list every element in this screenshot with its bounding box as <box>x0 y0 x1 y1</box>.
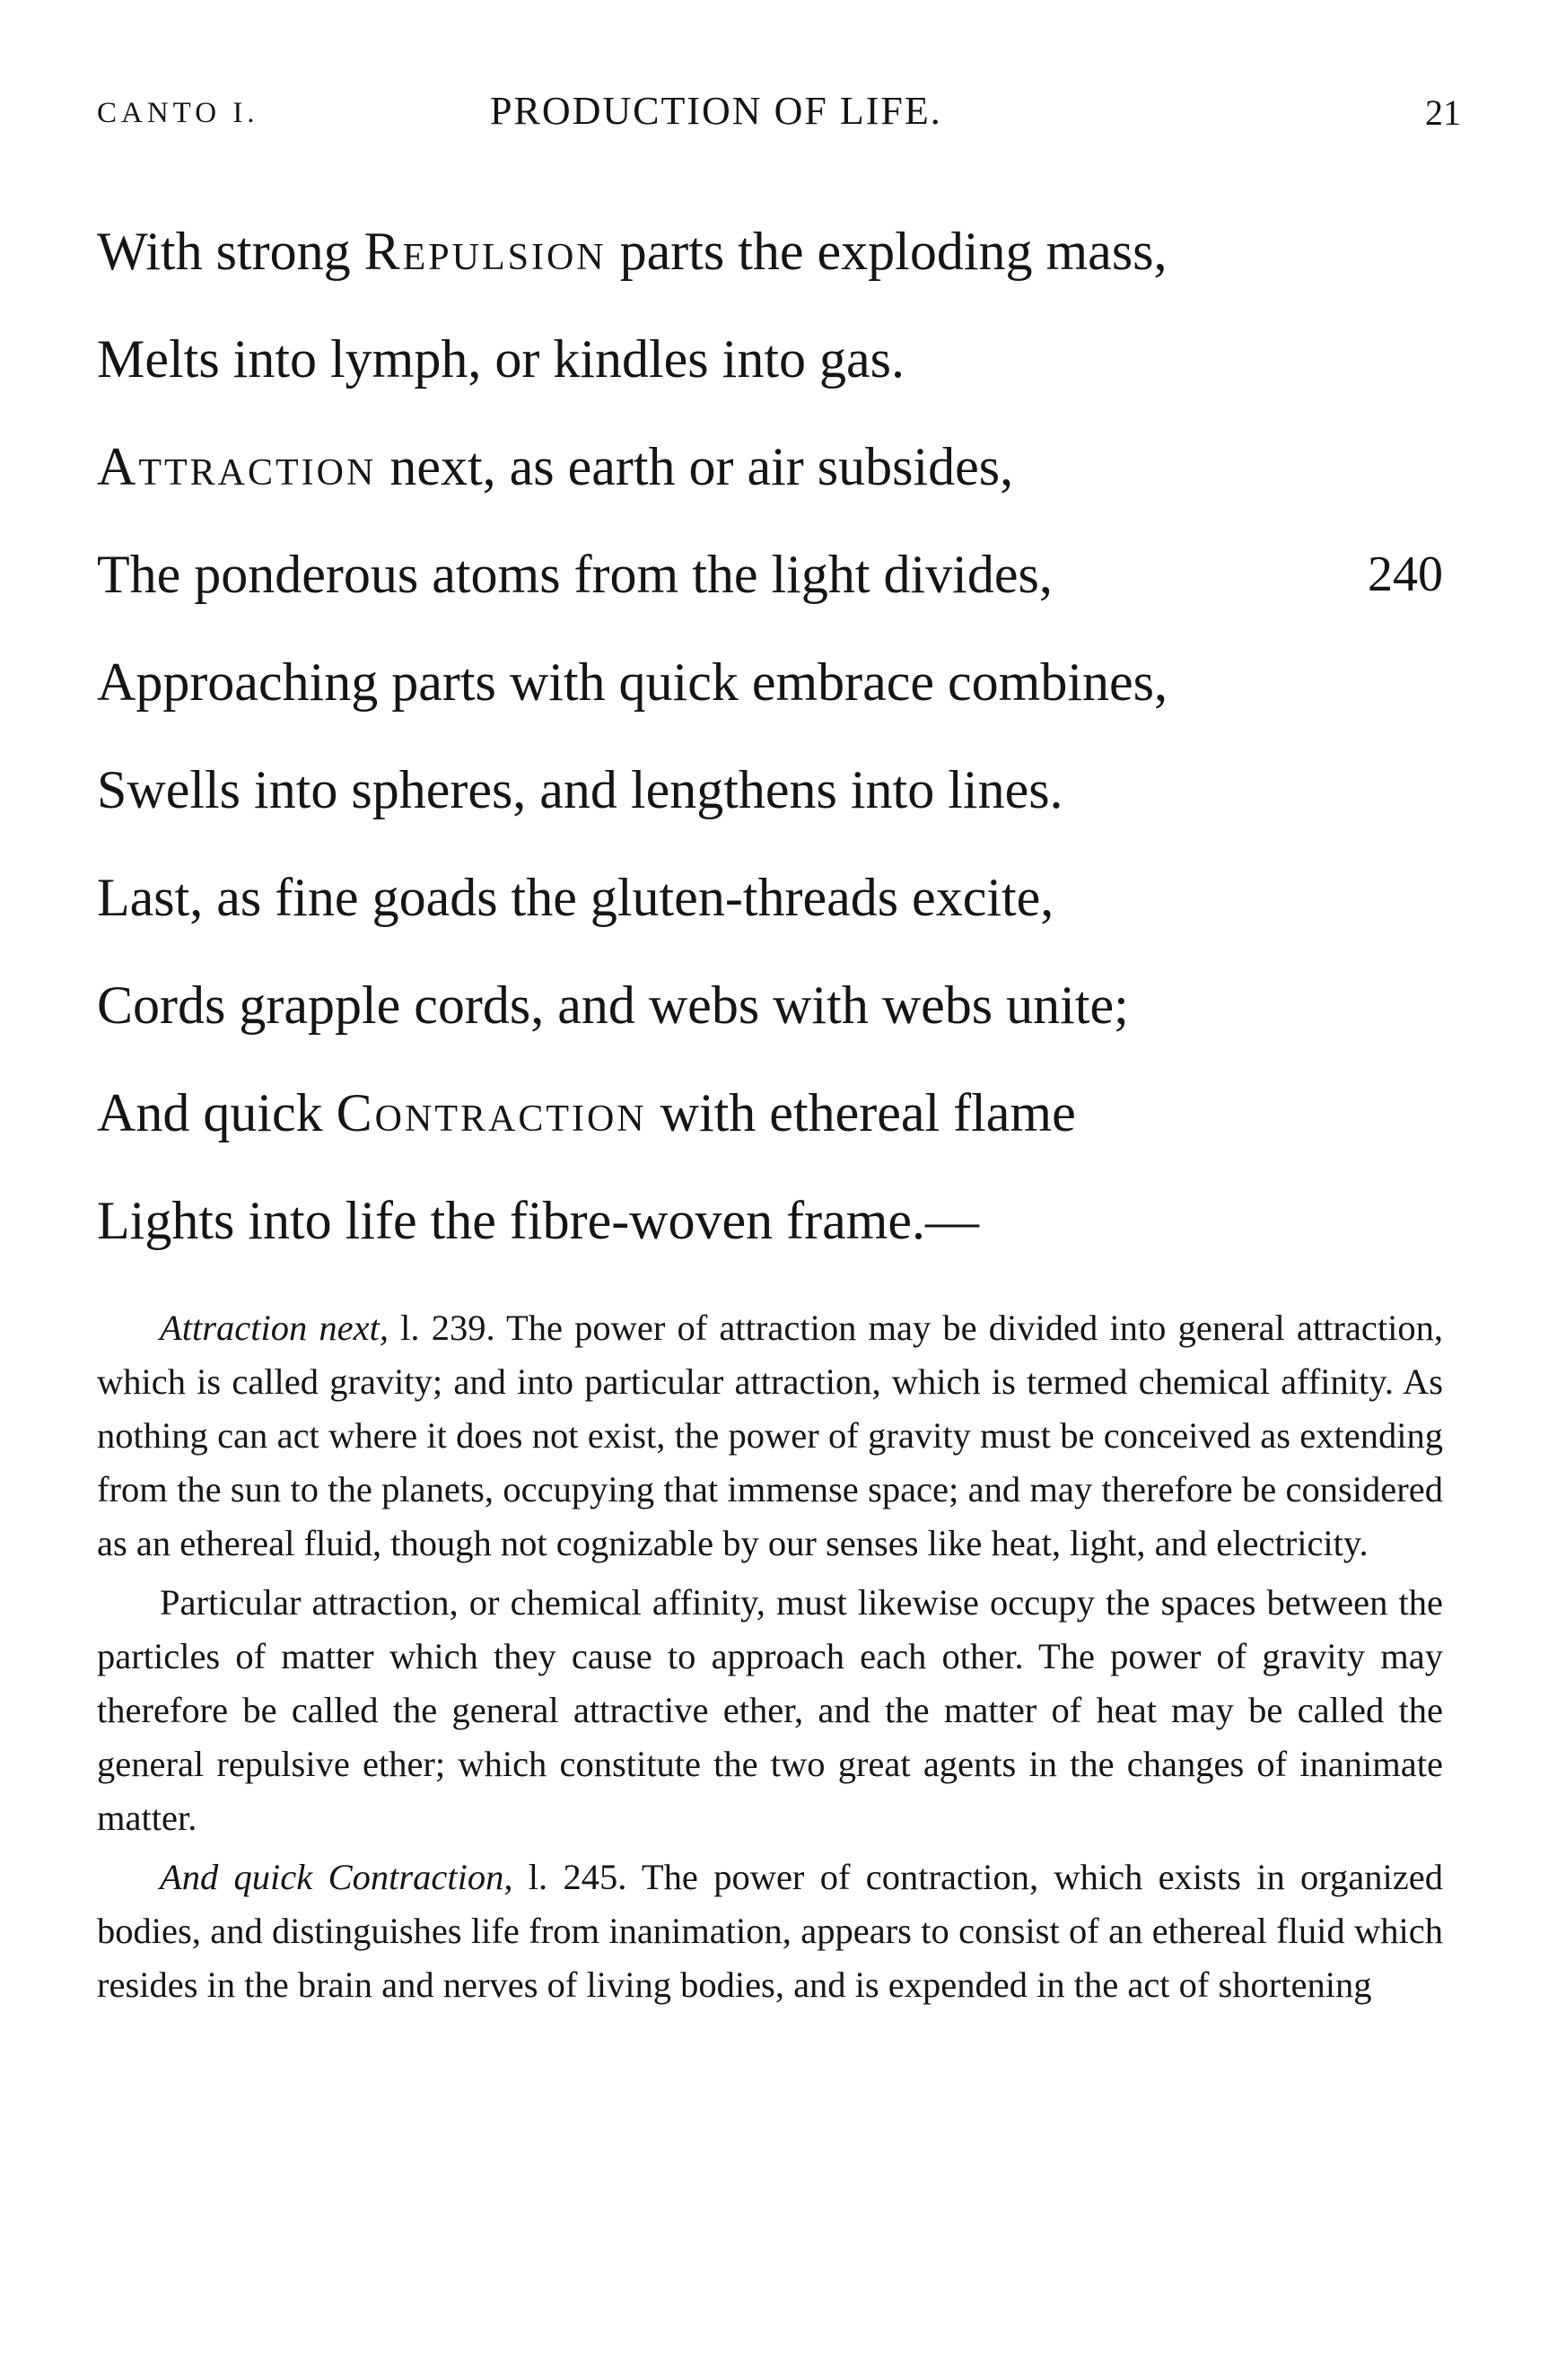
poem <box>97 197 1461 1274</box>
verse-line: Melts into lymph, or kindles into gas. <box>97 329 905 389</box>
page-number: 21 <box>1425 92 1461 133</box>
page-title: PRODUCTION OF LIFE. <box>490 89 942 133</box>
small-caps-word: Attraction <box>97 437 377 496</box>
small-caps-word: Contraction <box>336 1083 647 1142</box>
verse-line: Lights into life the fibre-woven frame.— <box>97 1191 980 1250</box>
verse-line: The ponderous atoms from the light divides, 240 <box>97 521 1461 628</box>
note-text: l. 245. The power of contraction, which exists in organized bodies, and distinguishes life from inanimation, appears to consist of an ethereal fluid which resides in the brain and nerves of living bodies, and is expended in the act of shortening <box>97 1857 1443 2005</box>
verse-line: Swells into spheres, and lengthens into lines. <box>97 760 1063 819</box>
note-particular-attraction <box>97 1576 1443 1845</box>
note-attraction <box>97 1301 1443 1571</box>
note-contraction <box>97 1851 1443 2012</box>
verse-line: Last, as fine goads the gluten-threads excite, <box>97 868 1054 927</box>
verse-line: Cords grapple cords, and webs with webs unite; <box>97 976 1129 1035</box>
running-head <box>97 88 1461 142</box>
line-number: 240 <box>1368 547 1443 602</box>
verse-line: And quick Contraction with ethereal flame <box>97 1083 1076 1142</box>
verse-line: Approaching parts with quick embrace combines, <box>97 652 1168 712</box>
footnotes <box>97 1301 1443 2017</box>
note-text: Particular attraction, or chemical affinity, must likewise occupy the spaces between the particles of matter which they cause to approach each other. The power of gravity may therefore be called the general attractive ether, and the matter of heat may be called the general repulsive ether; which constitute the two great agents in the changes of inanimate matter. <box>97 1582 1443 1838</box>
canto-label: CANTO I. <box>97 97 259 129</box>
verse-line: With strong Repulsion parts the exploding mass, <box>97 222 1168 281</box>
verse-line: Attraction next, as earth or air subsides, <box>97 437 1014 496</box>
small-caps-word: Repulsion <box>363 222 607 281</box>
note-reference: And quick Contraction, <box>160 1857 513 1897</box>
note-text: l. 239. The power of attraction may be divided into general attraction, which is called gravity; and into particular attraction, which is termed chemical affinity. As nothing can act where it does not exist, the power of gravity must be conceived as extending from the sun to the planets, occupying that immense space; and may therefore be considered as an ethereal fluid, though not cognizable by our senses like heat, light, and electricity. <box>97 1308 1443 1563</box>
note-reference: Attraction next, <box>160 1308 389 1348</box>
